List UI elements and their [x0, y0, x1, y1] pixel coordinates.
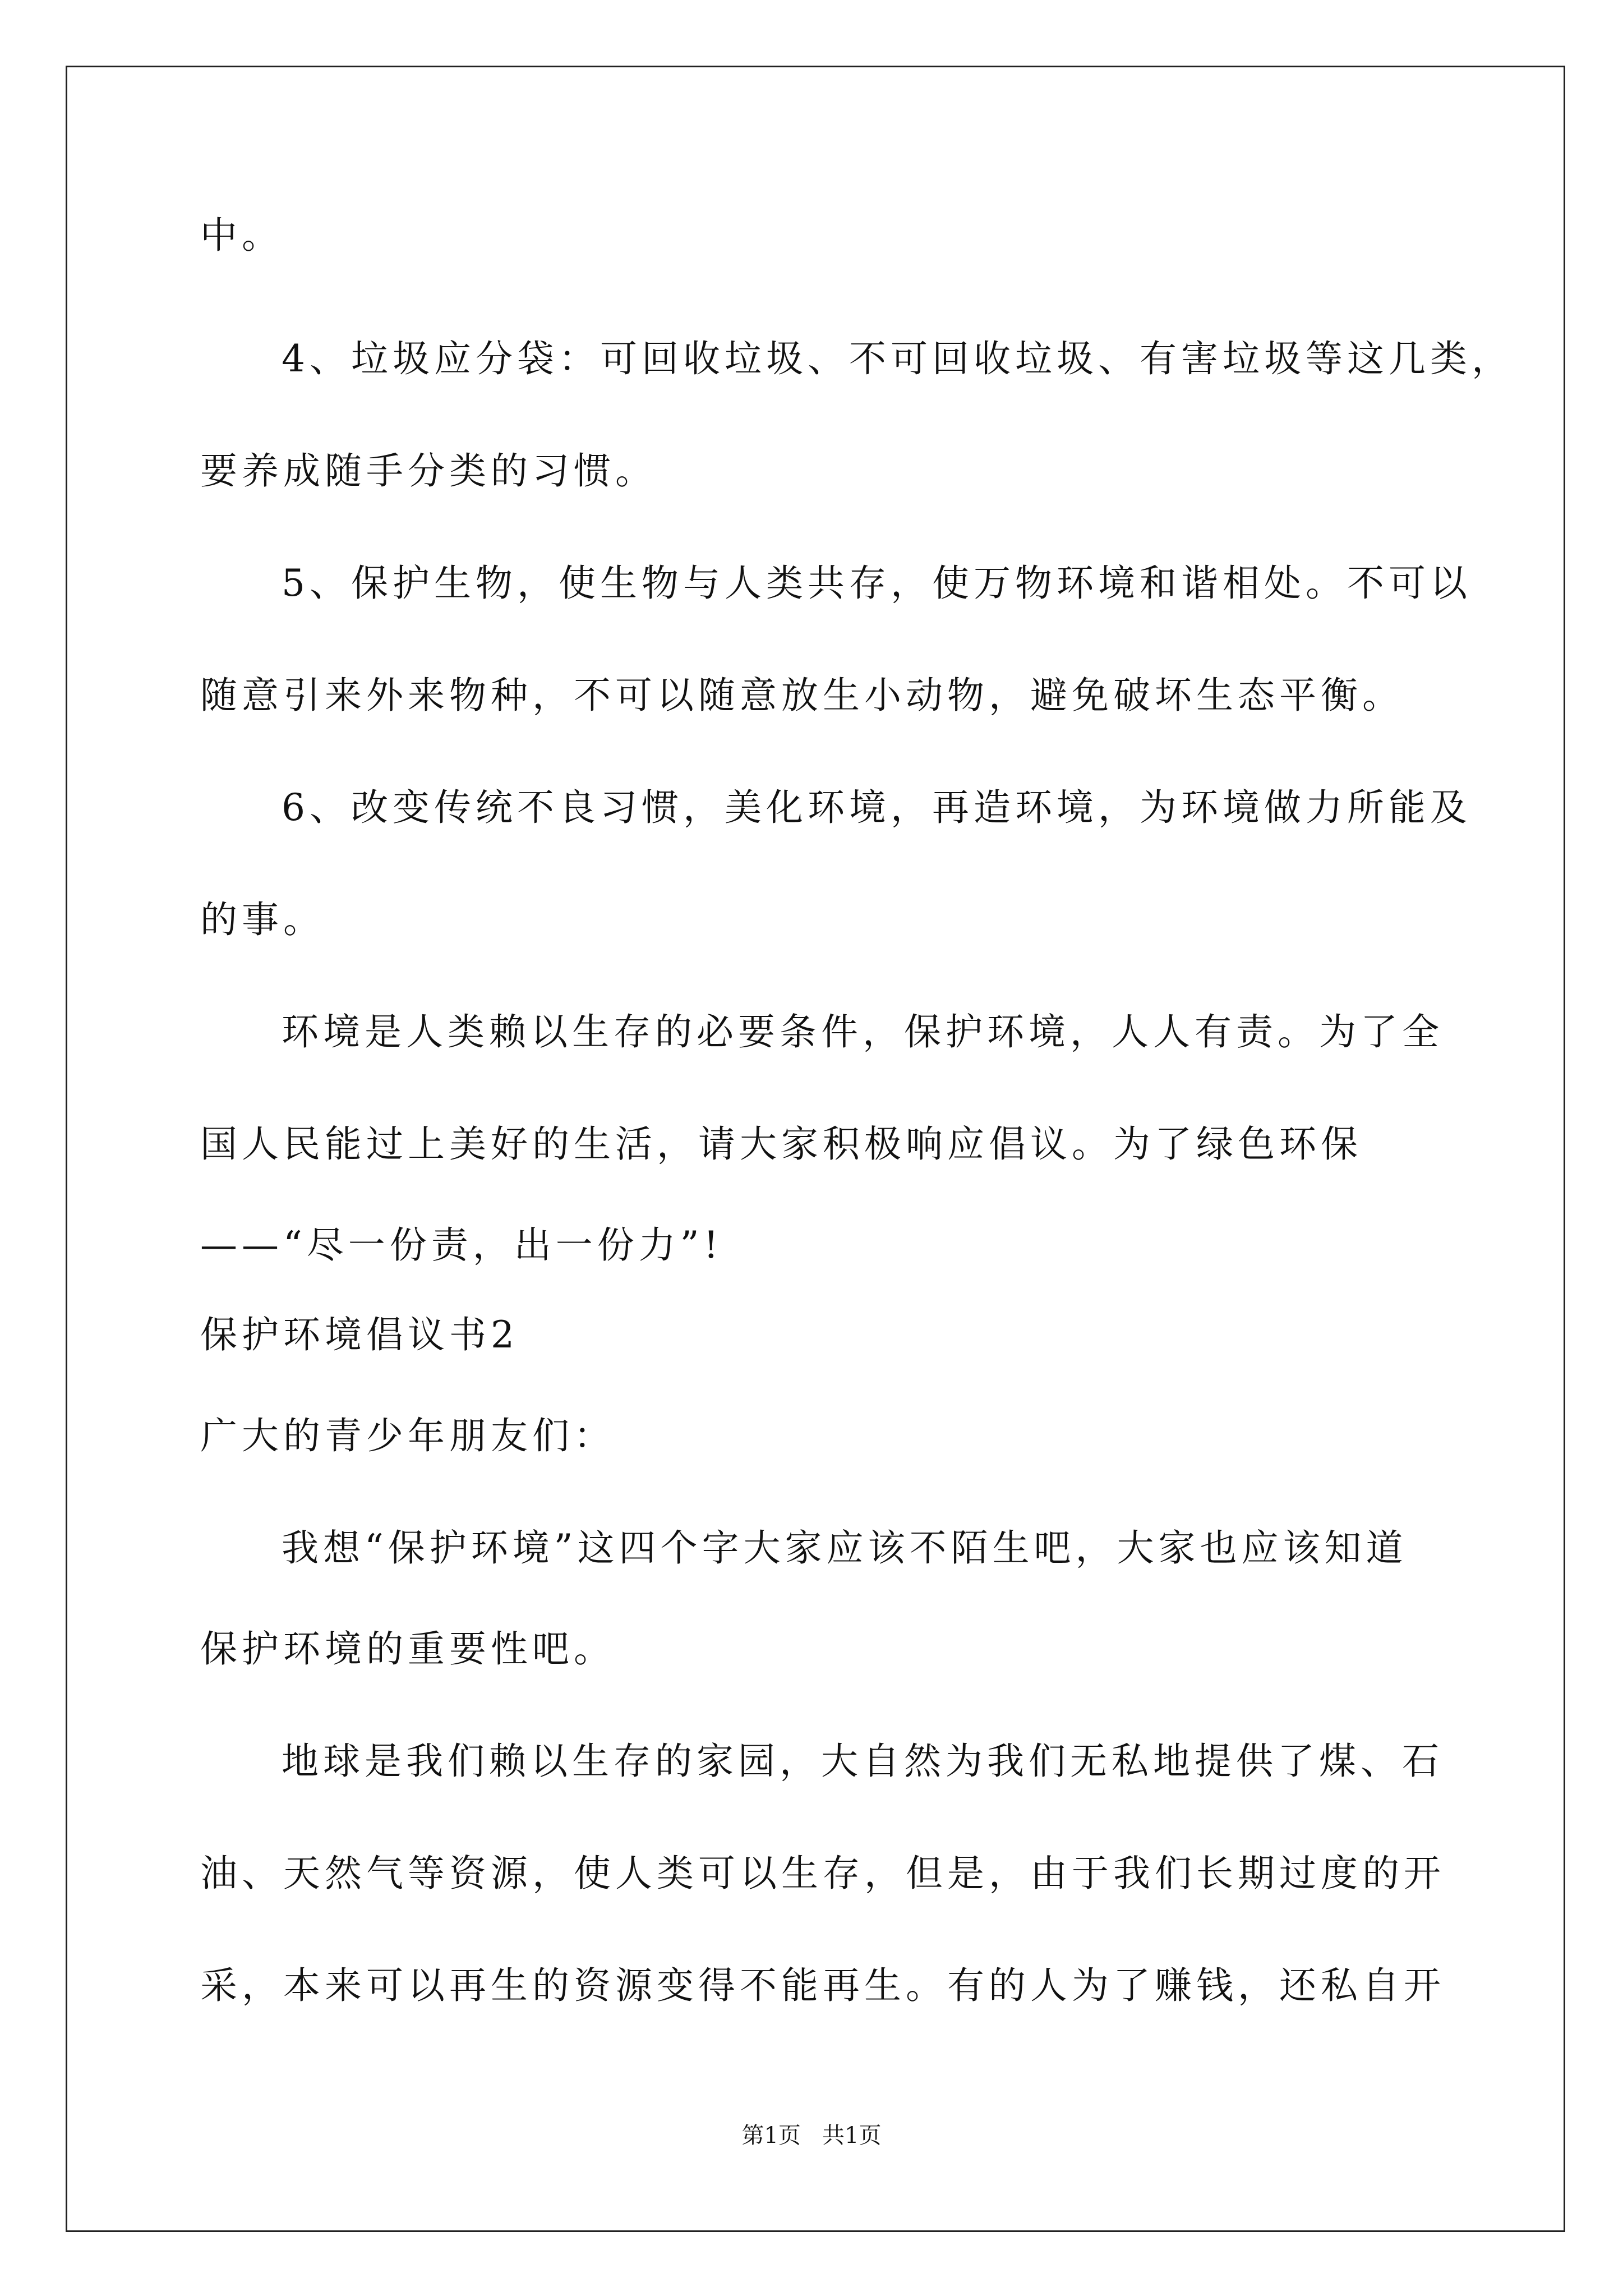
- section-title: 保护环境倡议书2: [200, 1313, 519, 1356]
- paragraph: 我想“保护环境”这四个字大家应该不陌生吧，大家也应该知道: [282, 1526, 1408, 1570]
- list-item-4: 4、垃圾应分袋：可回收垃圾、不可回收垃圾、有害垃圾等这几类，: [282, 337, 1513, 380]
- page-footer: 第1页 共1页: [741, 2123, 882, 2148]
- text-line: 要养成随手分类的习惯。: [200, 449, 657, 493]
- paragraph: 地球是我们赖以生存的家园，大自然为我们无私地提供了煤、石: [282, 1740, 1444, 1783]
- text-line: 随意引来外来物种，不可以随意放生小动物，避免破坏生态平衡。: [200, 674, 1404, 717]
- paragraph: 环境是人类赖以生存的必要条件，保护环境，人人有责。为了全: [282, 1010, 1444, 1053]
- text-line: 油、天然气等资源，使人类可以生存，但是，由于我们长期过度的开: [200, 1852, 1445, 1895]
- list-item-6: 6、改变传统不良习惯，美化环境，再造环境，为环境做力所能及: [282, 786, 1472, 829]
- text-line: 保护环境的重要性吧。: [200, 1627, 615, 1671]
- text-line: 采，本来可以再生的资源变得不能再生。有的人为了赚钱，还私自开: [200, 1964, 1445, 2007]
- list-item-5: 5、保护生物，使生物与人类共存，使万物环境和谐相处。不可以: [282, 562, 1472, 605]
- text-line: 国人民能过上美好的生活，请大家积极响应倡议。为了绿色环保: [200, 1122, 1362, 1166]
- salutation: 广大的青少年朋友们：: [200, 1414, 615, 1457]
- text-line: ——“尽一份责，出一份力”!: [200, 1223, 723, 1267]
- text-line: 中。: [200, 214, 283, 257]
- text-line: 的事。: [200, 898, 325, 941]
